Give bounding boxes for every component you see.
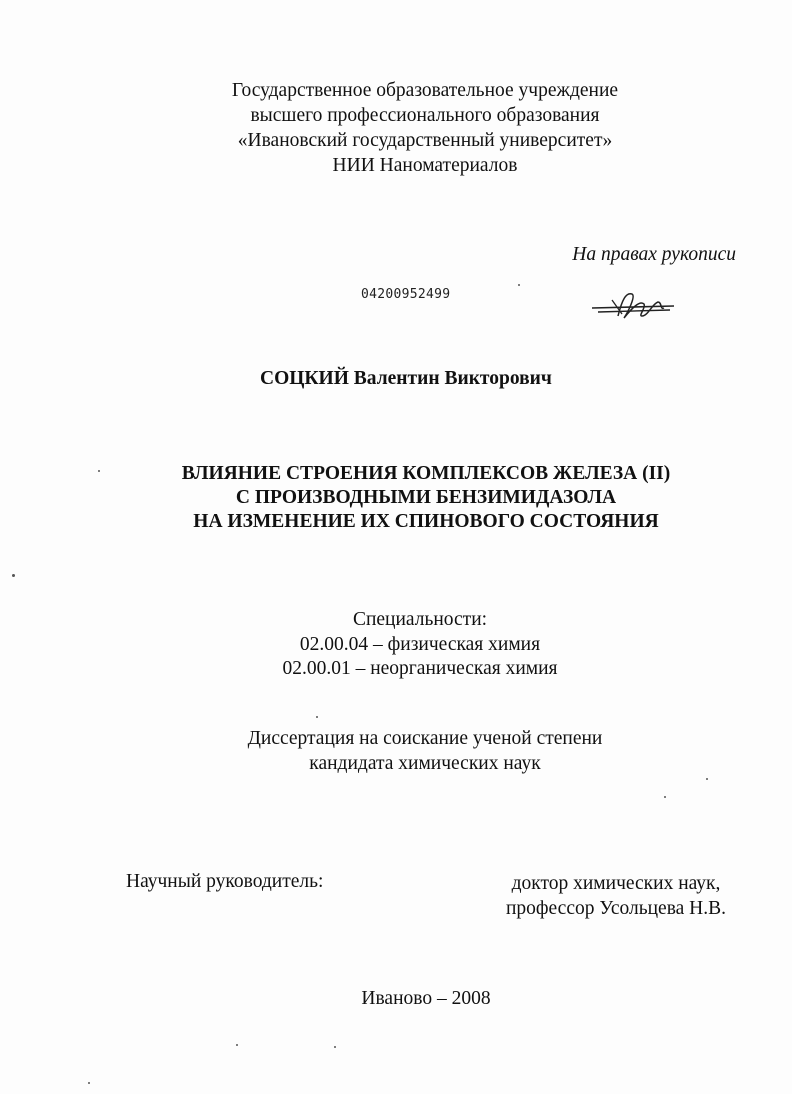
institution-header [130, 78, 720, 178]
supervisor-info [486, 871, 746, 921]
scan-speck [664, 796, 666, 798]
title-line: ВЛИЯНИЕ СТРОЕНИЯ КОМПЛЕКСОВ ЖЕЛЕЗА (II) [181, 463, 671, 484]
title-line: НА ИЗМЕНЕНИЕ ИХ СПИНОВОГО СОСТОЯНИЯ [193, 511, 659, 532]
supervisor-label: Научный руководитель: [126, 871, 324, 892]
registry-number: 04200952499 [361, 287, 451, 302]
scan-speck [334, 1046, 336, 1048]
rights-note: На правах рукописи [572, 244, 736, 265]
degree-line: кандидата химических наук [309, 752, 541, 774]
scan-speck [236, 1044, 238, 1046]
scan-speck [12, 574, 15, 577]
institution-line: НИИ Наноматериалов [332, 155, 518, 176]
supervisor-line: профессор Усольцева Н.В. [505, 898, 727, 919]
specialty-item: 02.00.01 – неорганическая химия [282, 658, 558, 679]
specialty-heading: Специальности: [352, 609, 488, 630]
institution-line: «Ивановский государственный университет» [237, 130, 613, 151]
institution-line: Государственное образовательное учреждение [231, 80, 619, 101]
institution-line: высшего профессионального образования [250, 105, 600, 126]
scan-speck [98, 470, 100, 472]
scan-speck [316, 716, 318, 718]
city-year: Иваново – 2008 [361, 988, 491, 1009]
title-line: С ПРОИЗВОДНЫМИ БЕНЗИМИДАЗОЛА [235, 487, 617, 508]
scan-speck [88, 1082, 90, 1084]
supervisor-line: доктор химических наук, [511, 873, 721, 894]
scan-speck [518, 284, 520, 286]
author-name: СОЦКИЙ Валентин Викторович [260, 368, 552, 389]
specialty-block [200, 608, 640, 682]
signature-mark [588, 286, 678, 326]
degree-line: Диссертация на соискание ученой степени [247, 728, 603, 749]
specialty-item: 02.00.04 – физическая химия [299, 633, 541, 655]
degree-block [180, 727, 670, 776]
dissertation-title [110, 462, 742, 534]
scan-speck [706, 778, 708, 780]
